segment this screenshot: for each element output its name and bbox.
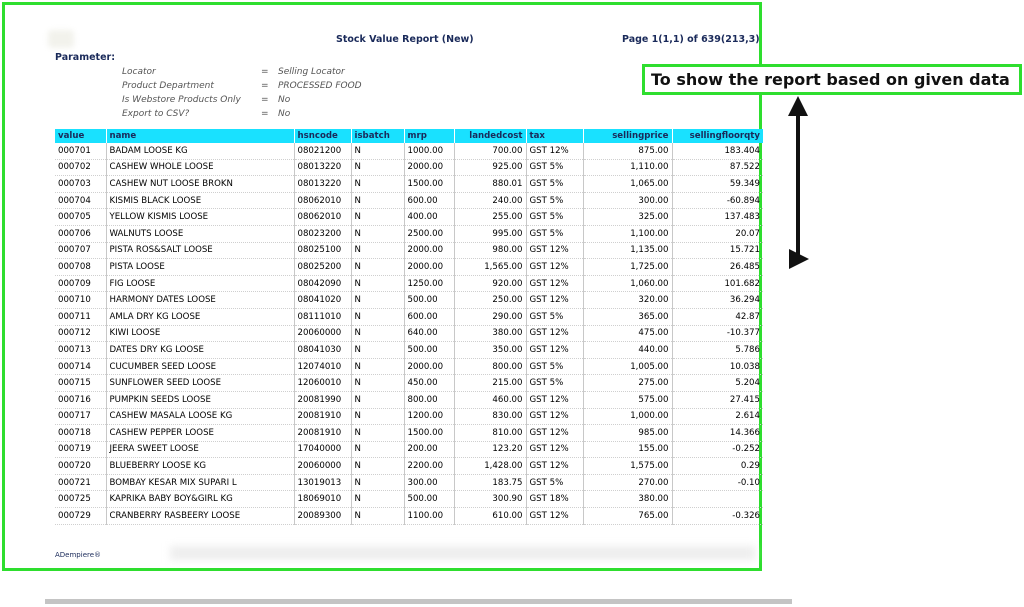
cell-mrp: 500.00 <box>404 342 454 359</box>
table-row <box>55 425 763 442</box>
column-header-name[interactable]: name <box>106 129 294 143</box>
cell-isbatch: N <box>351 375 404 392</box>
cell-sellingprice: 475.00 <box>583 325 672 342</box>
cell-landedcost: 215.00 <box>454 375 526 392</box>
column-header-sellingprice[interactable]: sellingprice <box>583 129 672 143</box>
parameter-name: Is Webstore Products Only <box>122 95 241 105</box>
column-header-landedcost[interactable]: landedcost <box>454 129 526 143</box>
cell-sellingprice: 1,110.00 <box>583 159 672 176</box>
cell-landedcost: 830.00 <box>454 408 526 425</box>
cell-hsncode: 08111010 <box>294 308 351 325</box>
cell-landedcost: 300.90 <box>454 491 526 508</box>
cell-sellingfloorqty: 87.522 <box>672 159 763 176</box>
cell-sellingfloorqty: 5.786 <box>672 342 763 359</box>
cell-name: CASHEW NUT LOOSE BROKN <box>106 176 294 193</box>
parameter-name: Product Department <box>122 81 214 91</box>
table-row <box>55 391 763 408</box>
table-row <box>55 192 763 209</box>
cell-value: 000704 <box>55 192 106 209</box>
cell-hsncode: 20081910 <box>294 425 351 442</box>
cell-hsncode: 08041030 <box>294 342 351 359</box>
cell-mrp: 500.00 <box>404 292 454 309</box>
cell-mrp: 1250.00 <box>404 275 454 292</box>
cell-value: 000716 <box>55 391 106 408</box>
cell-isbatch: N <box>351 259 404 276</box>
cell-isbatch: N <box>351 342 404 359</box>
stock-value-table <box>55 129 763 525</box>
cell-hsncode: 08013220 <box>294 159 351 176</box>
table-row <box>55 209 763 226</box>
cell-hsncode: 20060000 <box>294 325 351 342</box>
cell-landedcost: 610.00 <box>454 508 526 525</box>
cell-sellingfloorqty: 15.721 <box>672 242 763 259</box>
parameter-equals: = <box>261 67 269 77</box>
table-body <box>55 143 763 524</box>
cell-value: 000715 <box>55 375 106 392</box>
parameter-equals: = <box>261 81 269 91</box>
cell-name: PISTA LOOSE <box>106 259 294 276</box>
cell-tax: GST 5% <box>526 225 583 242</box>
footer-brand: ADempiere® <box>55 551 102 559</box>
table-row <box>55 325 763 342</box>
cell-mrp: 300.00 <box>404 474 454 491</box>
cell-value: 000729 <box>55 508 106 525</box>
cell-tax: GST 18% <box>526 491 583 508</box>
column-header-hsncode[interactable]: hsncode <box>294 129 351 143</box>
cell-value: 000709 <box>55 275 106 292</box>
cell-mrp: 600.00 <box>404 308 454 325</box>
cell-tax: GST 12% <box>526 508 583 525</box>
cell-isbatch: N <box>351 292 404 309</box>
cell-sellingfloorqty: -0.252 <box>672 441 763 458</box>
cell-sellingprice: 1,005.00 <box>583 358 672 375</box>
cell-sellingfloorqty: 137.483 <box>672 209 763 226</box>
cell-name: CASHEW MASALA LOOSE KG <box>106 408 294 425</box>
table-row <box>55 441 763 458</box>
cell-sellingfloorqty: 20.07 <box>672 225 763 242</box>
cell-tax: GST 5% <box>526 159 583 176</box>
cell-landedcost: 123.20 <box>454 441 526 458</box>
cell-hsncode: 08025200 <box>294 259 351 276</box>
cell-isbatch: N <box>351 225 404 242</box>
cell-sellingfloorqty <box>672 491 763 508</box>
cell-name: CUCUMBER SEED LOOSE <box>106 358 294 375</box>
cell-hsncode: 20060000 <box>294 458 351 475</box>
table-row <box>55 292 763 309</box>
cell-landedcost: 925.00 <box>454 159 526 176</box>
cell-landedcost: 995.00 <box>454 225 526 242</box>
cell-mrp: 1200.00 <box>404 408 454 425</box>
table-row <box>55 458 763 475</box>
cell-name: CASHEW PEPPER LOOSE <box>106 425 294 442</box>
column-header-isbatch[interactable]: isbatch <box>351 129 404 143</box>
cell-landedcost: 920.00 <box>454 275 526 292</box>
page-info: Page 1(1,1) of 639(213,3) <box>622 34 760 45</box>
parameter-equals: = <box>261 95 269 105</box>
company-logo <box>48 30 74 48</box>
cell-name: CRANBERRY RASBEERY LOOSE <box>106 508 294 525</box>
cell-sellingprice: 365.00 <box>583 308 672 325</box>
cell-name: YELLOW KISMIS LOOSE <box>106 209 294 226</box>
cell-value: 000708 <box>55 259 106 276</box>
cell-landedcost: 810.00 <box>454 425 526 442</box>
cell-name: BOMBAY KESAR MIX SUPARI L <box>106 474 294 491</box>
cell-landedcost: 1,428.00 <box>454 458 526 475</box>
cell-value: 000714 <box>55 358 106 375</box>
report-title: Stock Value Report (New) <box>336 34 474 45</box>
cell-name: BADAM LOOSE KG <box>106 143 294 159</box>
cell-mrp: 2000.00 <box>404 259 454 276</box>
cell-value: 000713 <box>55 342 106 359</box>
annotation-callout: To show the report based on given data <box>642 64 1022 95</box>
cell-isbatch: N <box>351 458 404 475</box>
cell-sellingfloorqty: 183.404 <box>672 143 763 159</box>
cell-tax: GST 12% <box>526 391 583 408</box>
cell-landedcost: 800.00 <box>454 358 526 375</box>
cell-name: WALNUTS LOOSE <box>106 225 294 242</box>
cell-mrp: 400.00 <box>404 209 454 226</box>
cell-sellingprice: 320.00 <box>583 292 672 309</box>
cell-landedcost: 290.00 <box>454 308 526 325</box>
cell-tax: GST 5% <box>526 375 583 392</box>
cell-name: SUNFLOWER SEED LOOSE <box>106 375 294 392</box>
cell-tax: GST 12% <box>526 242 583 259</box>
cell-mrp: 640.00 <box>404 325 454 342</box>
footer-redacted <box>170 546 755 560</box>
cell-mrp: 2000.00 <box>404 358 454 375</box>
parameter-value: No <box>278 109 291 119</box>
cell-isbatch: N <box>351 176 404 193</box>
cell-value: 000717 <box>55 408 106 425</box>
cell-isbatch: N <box>351 391 404 408</box>
cell-mrp: 600.00 <box>404 192 454 209</box>
cell-tax: GST 12% <box>526 458 583 475</box>
cell-sellingprice: 270.00 <box>583 474 672 491</box>
cell-landedcost: 350.00 <box>454 342 526 359</box>
cell-sellingfloorqty: -10.377 <box>672 325 763 342</box>
cell-sellingfloorqty: 14.366 <box>672 425 763 442</box>
cell-mrp: 2200.00 <box>404 458 454 475</box>
parameter-heading: Parameter: <box>55 52 116 63</box>
cell-isbatch: N <box>351 358 404 375</box>
cell-sellingprice: 440.00 <box>583 342 672 359</box>
cell-hsncode: 20081990 <box>294 391 351 408</box>
cell-hsncode: 12074010 <box>294 358 351 375</box>
cell-mrp: 2000.00 <box>404 242 454 259</box>
cell-hsncode: 17040000 <box>294 441 351 458</box>
column-header-value[interactable]: value <box>55 129 106 143</box>
cell-isbatch: N <box>351 308 404 325</box>
table-row <box>55 508 763 525</box>
cell-tax: GST 12% <box>526 325 583 342</box>
table-row <box>55 474 763 491</box>
table-row <box>55 375 763 392</box>
cell-mrp: 1100.00 <box>404 508 454 525</box>
cell-value: 000707 <box>55 242 106 259</box>
cell-sellingfloorqty: 36.294 <box>672 292 763 309</box>
table-row <box>55 408 763 425</box>
cell-sellingfloorqty: -0.10 <box>672 474 763 491</box>
cell-sellingprice: 765.00 <box>583 508 672 525</box>
cell-sellingfloorqty: 59.349 <box>672 176 763 193</box>
cell-name: DATES DRY KG LOOSE <box>106 342 294 359</box>
cell-mrp: 500.00 <box>404 491 454 508</box>
cell-name: KAPRIKA BABY BOY&GIRL KG <box>106 491 294 508</box>
cell-hsncode: 18069010 <box>294 491 351 508</box>
column-header-mrp[interactable]: mrp <box>404 129 454 143</box>
table-row <box>55 308 763 325</box>
cell-hsncode: 08021200 <box>294 143 351 159</box>
cell-isbatch: N <box>351 508 404 525</box>
cell-sellingprice: 380.00 <box>583 491 672 508</box>
cell-sellingprice: 300.00 <box>583 192 672 209</box>
table-row <box>55 159 763 176</box>
cell-hsncode: 13019013 <box>294 474 351 491</box>
cell-hsncode: 20081910 <box>294 408 351 425</box>
cell-landedcost: 380.00 <box>454 325 526 342</box>
cell-landedcost: 255.00 <box>454 209 526 226</box>
cell-name: PUMPKIN SEEDS LOOSE <box>106 391 294 408</box>
cell-hsncode: 08062010 <box>294 192 351 209</box>
cell-mrp: 800.00 <box>404 391 454 408</box>
column-header-tax[interactable]: tax <box>526 129 583 143</box>
table-header-row <box>55 129 763 143</box>
cell-landedcost: 880.01 <box>454 176 526 193</box>
table-row <box>55 491 763 508</box>
cell-isbatch: N <box>351 425 404 442</box>
cell-sellingprice: 985.00 <box>583 425 672 442</box>
cell-sellingprice: 325.00 <box>583 209 672 226</box>
cell-name: PISTA ROS&SALT LOOSE <box>106 242 294 259</box>
parameter-value: PROCESSED FOOD <box>278 81 362 91</box>
cell-mrp: 2000.00 <box>404 159 454 176</box>
cell-sellingfloorqty: 10.038 <box>672 358 763 375</box>
cell-tax: GST 5% <box>526 308 583 325</box>
cell-isbatch: N <box>351 408 404 425</box>
cell-name: KIWI LOOSE <box>106 325 294 342</box>
cell-mrp: 1000.00 <box>404 143 454 159</box>
cell-isbatch: N <box>351 474 404 491</box>
table-row <box>55 259 763 276</box>
cell-hsncode: 08042090 <box>294 275 351 292</box>
cell-tax: GST 12% <box>526 342 583 359</box>
cell-tax: GST 12% <box>526 425 583 442</box>
cell-name: CASHEW WHOLE LOOSE <box>106 159 294 176</box>
cell-tax: GST 12% <box>526 275 583 292</box>
cell-sellingprice: 1,060.00 <box>583 275 672 292</box>
cell-sellingprice: 1,725.00 <box>583 259 672 276</box>
cell-name: HARMONY DATES LOOSE <box>106 292 294 309</box>
cell-mrp: 450.00 <box>404 375 454 392</box>
cell-sellingfloorqty: -60.894 <box>672 192 763 209</box>
parameter-name: Locator <box>122 67 156 77</box>
cell-tax: GST 5% <box>526 192 583 209</box>
cell-isbatch: N <box>351 209 404 226</box>
cell-isbatch: N <box>351 143 404 159</box>
cell-landedcost: 240.00 <box>454 192 526 209</box>
cell-hsncode: 12060010 <box>294 375 351 392</box>
cell-tax: GST 12% <box>526 441 583 458</box>
cell-name: AMLA DRY KG LOOSE <box>106 308 294 325</box>
cell-isbatch: N <box>351 275 404 292</box>
cell-hsncode: 08013220 <box>294 176 351 193</box>
cell-isbatch: N <box>351 325 404 342</box>
cell-sellingfloorqty: -0.326 <box>672 508 763 525</box>
cell-value: 000712 <box>55 325 106 342</box>
cell-value: 000718 <box>55 425 106 442</box>
cell-sellingprice: 1,100.00 <box>583 225 672 242</box>
table-row <box>55 143 763 159</box>
cell-isbatch: N <box>351 242 404 259</box>
cell-name: FIG LOOSE <box>106 275 294 292</box>
cell-tax: GST 5% <box>526 176 583 193</box>
cell-name: KISMIS BLACK LOOSE <box>106 192 294 209</box>
cell-sellingfloorqty: 0.29 <box>672 458 763 475</box>
cell-name: JEERA SWEET LOOSE <box>106 441 294 458</box>
table-row <box>55 358 763 375</box>
cell-mrp: 200.00 <box>404 441 454 458</box>
cell-sellingfloorqty: 27.415 <box>672 391 763 408</box>
cell-isbatch: N <box>351 159 404 176</box>
cell-sellingfloorqty: 26.485 <box>672 259 763 276</box>
cell-sellingprice: 575.00 <box>583 391 672 408</box>
cell-value: 000703 <box>55 176 106 193</box>
cell-value: 000702 <box>55 159 106 176</box>
cell-sellingprice: 155.00 <box>583 441 672 458</box>
cell-value: 000710 <box>55 292 106 309</box>
cell-tax: GST 5% <box>526 209 583 226</box>
cell-value: 000719 <box>55 441 106 458</box>
cell-sellingprice: 875.00 <box>583 143 672 159</box>
cell-sellingfloorqty: 42.87 <box>672 308 763 325</box>
cell-tax: GST 12% <box>526 259 583 276</box>
table-row <box>55 176 763 193</box>
cell-value: 000706 <box>55 225 106 242</box>
cell-isbatch: N <box>351 441 404 458</box>
cell-tax: GST 5% <box>526 358 583 375</box>
cell-sellingprice: 1,575.00 <box>583 458 672 475</box>
cell-sellingprice: 1,135.00 <box>583 242 672 259</box>
cell-sellingfloorqty: 2.614 <box>672 408 763 425</box>
cell-value: 000725 <box>55 491 106 508</box>
cell-tax: GST 12% <box>526 143 583 159</box>
cell-landedcost: 1,565.00 <box>454 259 526 276</box>
cell-hsncode: 08025100 <box>294 242 351 259</box>
cell-value: 000701 <box>55 143 106 159</box>
cell-mrp: 1500.00 <box>404 176 454 193</box>
cell-sellingfloorqty: 101.682 <box>672 275 763 292</box>
cell-tax: GST 5% <box>526 474 583 491</box>
cell-value: 000711 <box>55 308 106 325</box>
cell-isbatch: N <box>351 192 404 209</box>
horizontal-scrollbar[interactable] <box>45 599 792 604</box>
table-row <box>55 225 763 242</box>
cell-name: BLUEBERRY LOOSE KG <box>106 458 294 475</box>
parameter-value: Selling Locator <box>278 67 345 77</box>
cell-landedcost: 250.00 <box>454 292 526 309</box>
cell-tax: GST 12% <box>526 292 583 309</box>
cell-value: 000720 <box>55 458 106 475</box>
table-row <box>55 342 763 359</box>
parameter-name: Export to CSV? <box>122 109 190 119</box>
cell-isbatch: N <box>351 491 404 508</box>
cell-landedcost: 460.00 <box>454 391 526 408</box>
cell-mrp: 2500.00 <box>404 225 454 242</box>
cell-sellingfloorqty: 5.204 <box>672 375 763 392</box>
cell-tax: GST 12% <box>526 408 583 425</box>
cell-hsncode: 08041020 <box>294 292 351 309</box>
cell-landedcost: 700.00 <box>454 143 526 159</box>
parameter-equals: = <box>261 109 269 119</box>
cell-sellingprice: 275.00 <box>583 375 672 392</box>
cell-hsncode: 08062010 <box>294 209 351 226</box>
cell-sellingprice: 1,000.00 <box>583 408 672 425</box>
parameter-value: No <box>278 95 291 105</box>
cell-hsncode: 20089300 <box>294 508 351 525</box>
table-row <box>55 275 763 292</box>
table-row <box>55 242 763 259</box>
cell-landedcost: 183.75 <box>454 474 526 491</box>
column-header-sellingfloorqty[interactable]: sellingfloorqty <box>672 129 763 143</box>
cell-hsncode: 08023200 <box>294 225 351 242</box>
cell-sellingprice: 1,065.00 <box>583 176 672 193</box>
cell-value: 000705 <box>55 209 106 226</box>
cell-mrp: 1500.00 <box>404 425 454 442</box>
cell-landedcost: 980.00 <box>454 242 526 259</box>
cell-value: 000721 <box>55 474 106 491</box>
